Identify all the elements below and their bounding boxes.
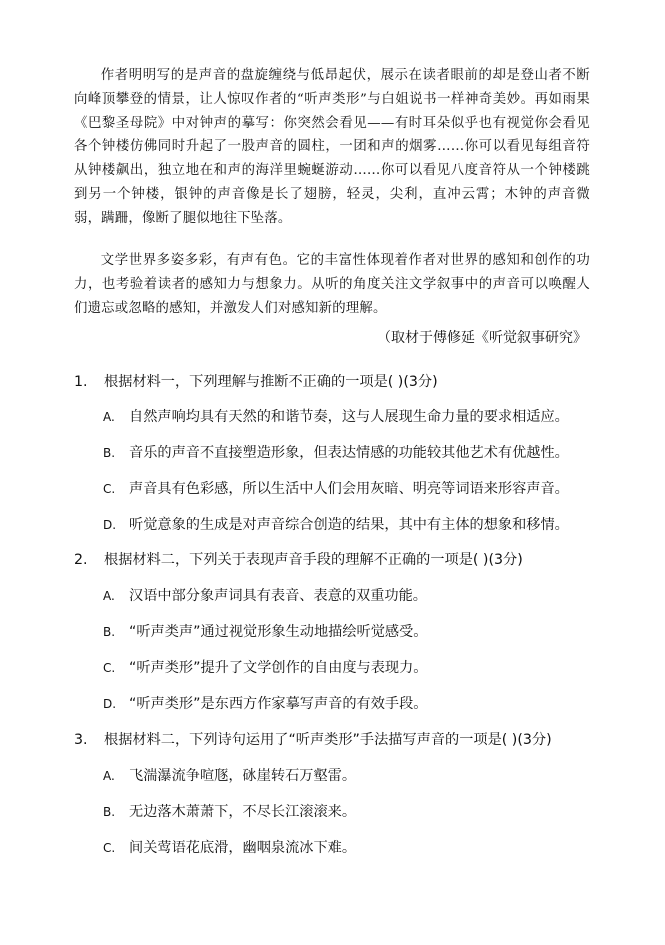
option-text: 音乐的声音不直接塑造形象，但表达情感的功能较其他艺术有优越性。: [129, 445, 569, 461]
option-label: D.: [103, 697, 117, 711]
question-2: [74, 550, 634, 570]
question-3-option-c[interactable]: [103, 838, 623, 858]
option-text: “听声类声”通过视觉形象生动地描绘听觉感受。: [129, 624, 428, 640]
option-text: “听声类形”提升了文学创作的自由度与表现力。: [129, 660, 428, 676]
question-3-option-a[interactable]: [103, 766, 623, 786]
option-text: 听觉意象的生成是对声音综合创造的结果，其中有主体的想象和移情。: [129, 517, 569, 533]
question-stem: 根据材料二，下列关于表现声音手段的理解不正确的一项是( )(3分): [104, 552, 523, 568]
option-text: 无边落木萧萧下，不尽长江滚滚来。: [129, 804, 357, 820]
question-1: [74, 372, 634, 392]
option-text: 间关莺语花底滑，幽咽泉流冰下难。: [129, 840, 357, 856]
question-number: 3.: [74, 732, 88, 748]
passage-paragraph-1: 作者明明写的是声音的盘旋缠绕与低昂起伏，展示在读者眼前的却是登山者不断向峰顶攀登的情景，让人惊叹作者的“听声类形”与白姐说书一样神奇美妙。再如雨果《巴黎圣母院》中对钟声的摹写：你突然会看见——有时耳朵似乎也有视觉你会看见各个钟楼仿佛同时升起了一股声音的圆柱，一团和声的烟雾……你可以看见每组音符从钟楼飙出，独立地在和声的海洋里蜿蜒游动……你可以看见八度音符从一个钟楼跳到另一个钟楼，银钟的声音像是长了翅膀，轻灵，尖利，直冲云霄；木钟的声音微弱，蹒跚，像断了腿似地往下坠落。: [74, 68, 590, 226]
option-label: C.: [103, 841, 116, 855]
question-1-option-b[interactable]: [103, 443, 623, 463]
option-label: C.: [103, 661, 116, 675]
option-label: A.: [103, 769, 115, 783]
question-number: 1.: [74, 374, 88, 390]
option-label: A.: [103, 410, 115, 424]
question-stem: 根据材料二，下列诗句运用了“听声类形”手法描写声音的一项是( )(3分): [104, 732, 552, 748]
question-1-option-c[interactable]: [103, 479, 623, 499]
question-3: [74, 730, 634, 750]
option-text: 声音具有色彩感，所以生活中人们会用灰暗、明亮等词语来形容声音。: [129, 481, 569, 497]
source-citation: （取材于傅修延《听觉叙事研究》: [377, 330, 587, 346]
question-1-option-d[interactable]: [103, 515, 623, 535]
option-text: 汉语中部分象声词具有表音、表意的双重功能。: [129, 588, 427, 604]
question-2-option-c[interactable]: [103, 658, 623, 678]
question-1-option-a[interactable]: [103, 407, 623, 427]
question-3-option-b[interactable]: [103, 802, 623, 822]
option-text: “听声类形”是东西方作家摹写声音的有效手段。: [129, 696, 428, 712]
option-label: A.: [103, 589, 115, 603]
question-2-option-a[interactable]: [103, 586, 623, 606]
option-label: B.: [103, 805, 116, 819]
option-label: D.: [103, 518, 117, 532]
question-stem: 根据材料一，下列理解与推断不正确的一项是( )(3分): [104, 374, 438, 390]
question-2-option-d[interactable]: [103, 694, 623, 714]
question-number: 2.: [74, 552, 88, 568]
option-label: C.: [103, 482, 116, 496]
question-2-option-b[interactable]: [103, 622, 623, 642]
option-text: 自然声响均具有天然的和谐节奏，这与人展现生命力量的要求相适应。: [129, 409, 569, 425]
passage-paragraph-2: 文学世界多姿多彩，有声有色。它的丰富性体现着作者对世界的感知和创作的功力，也考验着读者的感知力与想象力。从听的角度关注文学叙事中的声音可以唤醒人们遗忘或忽略的感知，并激发人们对感知新的理解。: [74, 253, 590, 316]
option-text: 飞湍瀑流争喧豗，砯崖转石万壑雷。: [129, 768, 357, 784]
option-label: B.: [103, 625, 116, 639]
option-label: B.: [103, 446, 116, 460]
